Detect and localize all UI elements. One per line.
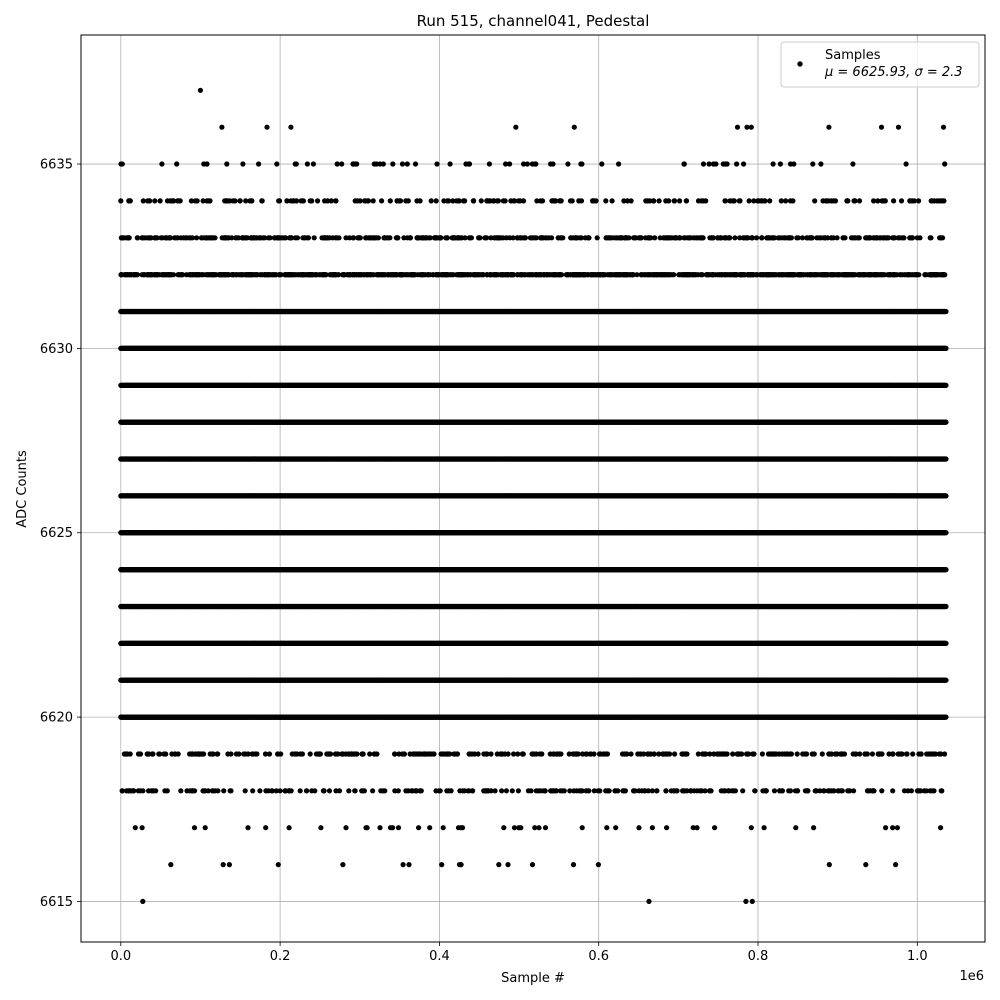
data-point (751, 751, 756, 756)
data-point (176, 751, 181, 756)
data-point (883, 825, 888, 830)
data-point (592, 788, 597, 793)
data-point (298, 788, 303, 793)
data-point (740, 788, 745, 793)
data-point (520, 751, 525, 756)
data-point (695, 788, 700, 793)
data-point (780, 751, 785, 756)
data-point (441, 751, 446, 756)
data-point (631, 788, 636, 793)
data-point (153, 788, 158, 793)
data-point (551, 788, 556, 793)
data-point (359, 788, 364, 793)
data-point (266, 788, 271, 793)
data-point (333, 788, 338, 793)
data-point (793, 825, 798, 830)
data-point (730, 751, 735, 756)
data-point (604, 825, 609, 830)
data-point (236, 751, 241, 756)
data-point (499, 788, 504, 793)
data-point (408, 751, 413, 756)
data-point (439, 862, 444, 867)
data-point (795, 788, 800, 793)
data-point (470, 788, 475, 793)
data-point (635, 751, 640, 756)
data-point (163, 751, 168, 756)
data-point (890, 788, 895, 793)
data-point (390, 825, 395, 830)
data-point (196, 751, 201, 756)
data-point (930, 788, 935, 793)
data-point (836, 788, 841, 793)
data-point (496, 862, 501, 867)
data-point (829, 751, 834, 756)
data-point (580, 825, 585, 830)
data-point (149, 788, 154, 793)
data-point (133, 825, 138, 830)
data-point (703, 751, 708, 756)
data-point (516, 788, 521, 793)
data-point (309, 788, 314, 793)
data-point (413, 788, 418, 793)
data-point (938, 825, 943, 830)
data-point (746, 751, 751, 756)
data-point (672, 751, 677, 756)
data-point (122, 751, 127, 756)
data-point (696, 751, 701, 756)
data-point (484, 788, 489, 793)
data-point (606, 788, 611, 793)
data-point (571, 862, 576, 867)
data-point (580, 788, 585, 793)
data-point (827, 862, 832, 867)
data-point (213, 788, 218, 793)
data-point (245, 825, 250, 830)
data-point (422, 751, 427, 756)
data-point (605, 751, 610, 756)
data-point (924, 751, 929, 756)
data-point (203, 825, 208, 830)
data-point (484, 751, 489, 756)
data-point (406, 788, 411, 793)
data-point (879, 751, 884, 756)
data-point (851, 751, 856, 756)
data-point (210, 751, 215, 756)
data-point (904, 751, 909, 756)
data-point (543, 788, 548, 793)
data-point (406, 862, 411, 867)
data-point (743, 899, 748, 904)
data-point (570, 751, 575, 756)
data-point (530, 862, 535, 867)
data-point (660, 751, 665, 756)
data-point (377, 825, 382, 830)
data-point (623, 788, 628, 793)
data-point (413, 751, 418, 756)
data-point (646, 899, 651, 904)
data-point (140, 899, 145, 904)
data-point (276, 862, 281, 867)
data-point (267, 751, 272, 756)
data-point (905, 788, 910, 793)
data-point (726, 788, 731, 793)
data-point (562, 788, 567, 793)
data-point (353, 788, 358, 793)
data-point (502, 751, 507, 756)
data-point (278, 788, 283, 793)
data-point (124, 788, 129, 793)
data-point (227, 862, 232, 867)
data-point (462, 788, 467, 793)
data-point (811, 825, 816, 830)
data-point (438, 788, 443, 793)
data-point (120, 788, 125, 793)
data-point (290, 751, 295, 756)
data-point (708, 788, 713, 793)
data-point (763, 788, 768, 793)
data-point (228, 788, 233, 793)
data-point (650, 825, 655, 830)
data-point (795, 751, 800, 756)
data-point (536, 788, 541, 793)
data-point (788, 788, 793, 793)
data-point (942, 751, 947, 756)
data-point (803, 788, 808, 793)
data-point (539, 751, 544, 756)
data-point (688, 788, 693, 793)
data-point (343, 825, 348, 830)
data-point (820, 751, 825, 756)
data-point (663, 788, 668, 793)
data-point (382, 788, 387, 793)
data-point (596, 862, 601, 867)
data-point (300, 751, 305, 756)
data-point (512, 825, 517, 830)
data-point (367, 751, 372, 756)
data-point (190, 751, 195, 756)
data-point (225, 751, 230, 756)
data-point (396, 751, 401, 756)
data-point (862, 751, 867, 756)
data-point (401, 862, 406, 867)
data-point (691, 825, 696, 830)
data-point (215, 751, 220, 756)
data-point (890, 751, 895, 756)
data-point (725, 751, 730, 756)
data-point (402, 751, 407, 756)
data-point (574, 788, 579, 793)
data-point (243, 788, 248, 793)
data-point (289, 788, 294, 793)
data-point (138, 751, 143, 756)
data-point (526, 788, 531, 793)
data-point (916, 751, 921, 756)
data-point (221, 862, 226, 867)
data-point (140, 788, 145, 793)
data-point (339, 751, 344, 756)
data-point (321, 788, 326, 793)
data-point (636, 825, 641, 830)
data-point (505, 862, 510, 867)
data-point (157, 751, 162, 756)
data-point (910, 751, 915, 756)
data-point (749, 825, 754, 830)
data-point (703, 788, 708, 793)
data-point (510, 788, 515, 793)
data-point (318, 825, 323, 830)
data-point (684, 751, 689, 756)
data-point (532, 825, 537, 830)
data-point (893, 862, 898, 867)
data-point (772, 788, 777, 793)
data-point (879, 788, 884, 793)
data-point (871, 788, 876, 793)
data-point (895, 825, 900, 830)
data-point (712, 825, 717, 830)
data-point (317, 751, 322, 756)
data-point (458, 825, 463, 830)
data-point (168, 862, 173, 867)
data-point (243, 751, 248, 756)
data-point (467, 751, 472, 756)
data-point (340, 862, 345, 867)
data-point (752, 788, 757, 793)
data-point (146, 751, 151, 756)
data-point (501, 825, 506, 830)
data-point (646, 788, 651, 793)
data-point (162, 788, 167, 793)
data-point (669, 788, 674, 793)
data-point (840, 751, 845, 756)
data-point (750, 899, 755, 904)
data-point (282, 788, 287, 793)
data-point (457, 862, 462, 867)
data-point (576, 751, 581, 756)
data-point (845, 788, 850, 793)
data-point (131, 788, 136, 793)
data-point (327, 751, 332, 756)
data-point (543, 825, 548, 830)
data-point (812, 751, 817, 756)
data-point (250, 751, 255, 756)
data-point (664, 825, 669, 830)
data-point (455, 751, 460, 756)
data-point (221, 788, 226, 793)
data-point (396, 788, 401, 793)
data-point (665, 751, 670, 756)
data-point (915, 788, 920, 793)
data-point (427, 825, 432, 830)
data-point (457, 788, 462, 793)
data-point (308, 751, 313, 756)
data-point (178, 788, 183, 793)
data-point (200, 788, 205, 793)
data-point (504, 788, 509, 793)
data-point (447, 751, 452, 756)
data-point (711, 751, 716, 756)
data-point (789, 751, 794, 756)
data-point (360, 751, 365, 756)
data-point (933, 751, 938, 756)
data-point (613, 825, 618, 830)
data-point (372, 751, 377, 756)
data-point (192, 825, 197, 830)
data-point (826, 788, 831, 793)
data-point (441, 825, 446, 830)
data-point (257, 788, 262, 793)
data-point (645, 751, 650, 756)
data-point (416, 825, 421, 830)
data-point (333, 751, 338, 756)
data-point (476, 751, 481, 756)
data-point (554, 751, 559, 756)
data-point (349, 751, 354, 756)
data-point (250, 788, 255, 793)
data-point (652, 751, 657, 756)
data-point (682, 788, 687, 793)
data-point (802, 751, 807, 756)
data-point (890, 825, 895, 830)
data-point (304, 788, 309, 793)
data-point (780, 788, 785, 793)
data-point (530, 751, 535, 756)
data-point (762, 825, 767, 830)
data-point (140, 825, 145, 830)
data-point (370, 788, 375, 793)
data-point (899, 751, 904, 756)
data-point (731, 788, 736, 793)
data-point (736, 751, 741, 756)
data-point (346, 788, 351, 793)
data-point (427, 751, 432, 756)
data-point (275, 751, 280, 756)
data-point (449, 788, 454, 793)
data-point (863, 862, 868, 867)
data-point (396, 825, 401, 830)
data-point (515, 751, 520, 756)
data-point (636, 788, 641, 793)
data-point (620, 751, 625, 756)
data-point (870, 751, 875, 756)
data-point (287, 825, 292, 830)
data-point (770, 751, 775, 756)
data-point (136, 788, 141, 793)
data-point (654, 788, 659, 793)
data-point (760, 751, 765, 756)
data-point (263, 825, 268, 830)
data-point (939, 788, 944, 793)
data-point (363, 825, 368, 830)
data-point (187, 788, 192, 793)
data-point (716, 751, 721, 756)
data-point (327, 788, 332, 793)
data-point (586, 788, 591, 793)
data-point (813, 788, 818, 793)
data-point (613, 788, 618, 793)
